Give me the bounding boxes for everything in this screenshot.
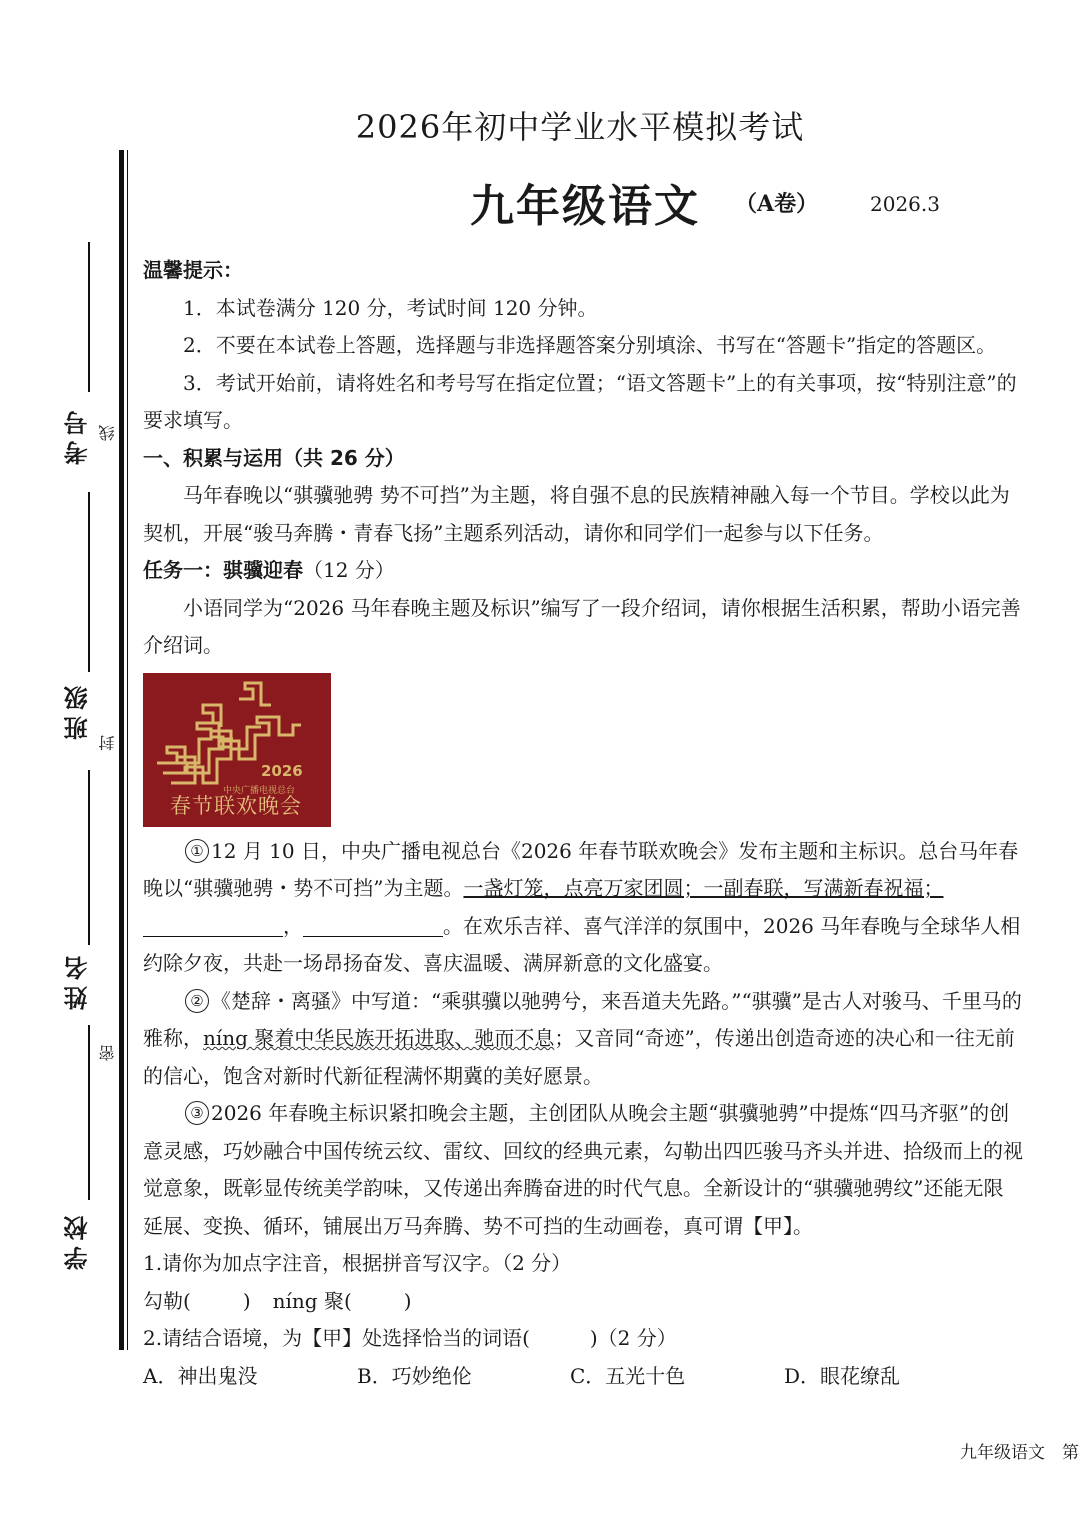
task1-heading xyxy=(143,552,1023,590)
question-2-options xyxy=(143,1358,1023,1396)
paragraph-number-2: ② xyxy=(185,989,209,1013)
task1-title: 任务一：骐骥迎春 xyxy=(143,558,303,582)
exam-date: 2026.3 xyxy=(870,192,940,216)
q1-b-close: ) xyxy=(403,1288,412,1313)
p2-wavy-underlined: níng 聚着中华民族开拓进取、驰而不息 xyxy=(203,1026,555,1050)
passage-paragraph-1 xyxy=(143,833,1023,983)
binding-margin-thin-line xyxy=(127,150,128,1350)
binding-mark-mi: 密 xyxy=(98,1045,117,1061)
logo-name: 春节联欢晚会 xyxy=(170,793,302,818)
xuexiao-underline xyxy=(88,1025,90,1200)
task1-intro: 小语同学为“2026 马年春晚主题及标识”编写了一段介绍词，请你根据生活积累，帮助小语完善介绍词。 xyxy=(143,595,1021,657)
kaohao-underline xyxy=(88,242,90,392)
paragraph-number-3: ③ xyxy=(185,1101,209,1125)
q1-item-goule: 勾勒( xyxy=(143,1288,191,1313)
banji-underline xyxy=(88,492,90,672)
fill-blank-2 xyxy=(303,914,443,937)
section1-heading: 一、积累与运用（共 26 分） xyxy=(143,445,405,470)
option-c: C．五光十色 xyxy=(570,1363,686,1388)
option-b: B．巧妙绝伦 xyxy=(357,1363,472,1388)
q1-a-close: ) xyxy=(242,1288,251,1313)
kaohao-label: 考号 xyxy=(64,405,92,465)
binding-margin-thick-line xyxy=(119,150,124,1350)
fill-blank-1 xyxy=(143,914,283,937)
exam-content xyxy=(143,252,1023,1395)
p2-text-a: 《楚辞・离骚》中写道：“乘骐骥以驰骋兮，来吾道夫先路。”“骐骥”是古人对骏马、千里马的雅称， xyxy=(143,988,1022,1050)
notice-item-3: 3．考试开始前，请将姓名和考号写在指定位置；“语文答题卡”上的有关事项，按“特别注意”的要求填写。 xyxy=(143,370,1017,432)
section1-intro: 马年春晚以“骐骥驰骋 势不可挡”为主题，将自强不息的民族精神融入每一个节目。学校以此为契机，开展“骏马奔腾・青春飞扬”主题系列活动，请你和同学们一起参与以下任务。 xyxy=(143,483,1010,545)
p1-separator: ， xyxy=(283,913,303,938)
notice-item-1: 1．本试卷满分 120 分，考试时间 120 分钟。 xyxy=(183,295,598,320)
xingming-label: 姓名 xyxy=(64,950,92,1010)
p1-underlined-sentence: 一盏灯笼，点亮万家团圆；一副春联，写满新春祝福； xyxy=(463,876,944,900)
question-1-answers xyxy=(143,1283,1023,1321)
subject-title: 九年级语文 xyxy=(470,181,700,232)
notice-heading: 温馨提示： xyxy=(143,258,243,282)
p3-text: 2026 年春晚主标识紧扣晚会主题，主创团队从晚会主题“骐骥驰骋”中提炼“四马齐驱”的创意灵感，巧妙融合中国传统云纹、雷纹、回纹的经典元素，勾勒出四匹骏马齐头并进、拾级而上的视觉意象，既彰显传统美学韵味，又传递出奔腾奋进的时代气息。全新设计的“骐骥驰骋纹”还能无限延展、变换、循环，铺展出万马奔腾、势不可挡的生动画卷，真可谓【甲】。 xyxy=(143,1101,1023,1238)
logo-org: 中央广播电视总台 xyxy=(223,785,296,796)
exam-title: 2026年初中学业水平模拟考试 xyxy=(355,108,805,146)
question-1: 1.请你为加点字注音，根据拼音写汉字。（2 分） xyxy=(143,1251,572,1275)
question-2: 2.请结合语境，为【甲】处选择恰当的词语( )（2 分） xyxy=(143,1326,677,1350)
option-a: A．神出鬼没 xyxy=(143,1363,258,1388)
p2-text-b: ；又音同“奇迹”，传递出创造奇迹的决心和一往无前的信心，饱含对新时代新征程满怀期冀的美好愿景。 xyxy=(143,1026,1015,1088)
passage-paragraph-2 xyxy=(143,983,1023,1096)
option-d: D．眼花缭乱 xyxy=(784,1363,901,1388)
xingming-underline xyxy=(88,770,90,945)
p1-text-b: 。在欢乐吉祥、喜气洋洋的氛围中，2026 马年春晚与全球华人相约除夕夜，共赴一场昂扬奋发、喜庆温暖、满屏新意的文化盛宴。 xyxy=(143,913,1021,975)
binding-mark-feng: 封 xyxy=(98,735,117,751)
q1-item-ningju: níng 聚( xyxy=(272,1288,352,1313)
banji-label: 班级 xyxy=(64,680,92,740)
page-footer: 九年级语文 第 xyxy=(960,1443,1079,1463)
logo-year: 2026 xyxy=(261,761,303,780)
p1-text-a: 12 月 10 日，中央广播电视总台《2026 年春节联欢晚会》发布主题和主标识。总台马年春晚以“骐骥驰骋・势不可挡”为主题。 xyxy=(143,838,1019,900)
notice-item-2: 2．不要在本试卷上答题，选择题与非选择题答案分别填涂、书写在“答题卡”指定的答题区。 xyxy=(183,333,997,357)
paragraph-number-1: ① xyxy=(185,839,209,863)
xuexiao-label: 学校 xyxy=(64,1210,92,1270)
task1-score: （12 分） xyxy=(303,558,395,582)
cctv-gala-logo xyxy=(143,673,331,827)
binding-mark-xian: 线 xyxy=(98,425,117,441)
passage-paragraph-3 xyxy=(143,1095,1023,1245)
volume-label: （A卷） xyxy=(735,191,819,217)
